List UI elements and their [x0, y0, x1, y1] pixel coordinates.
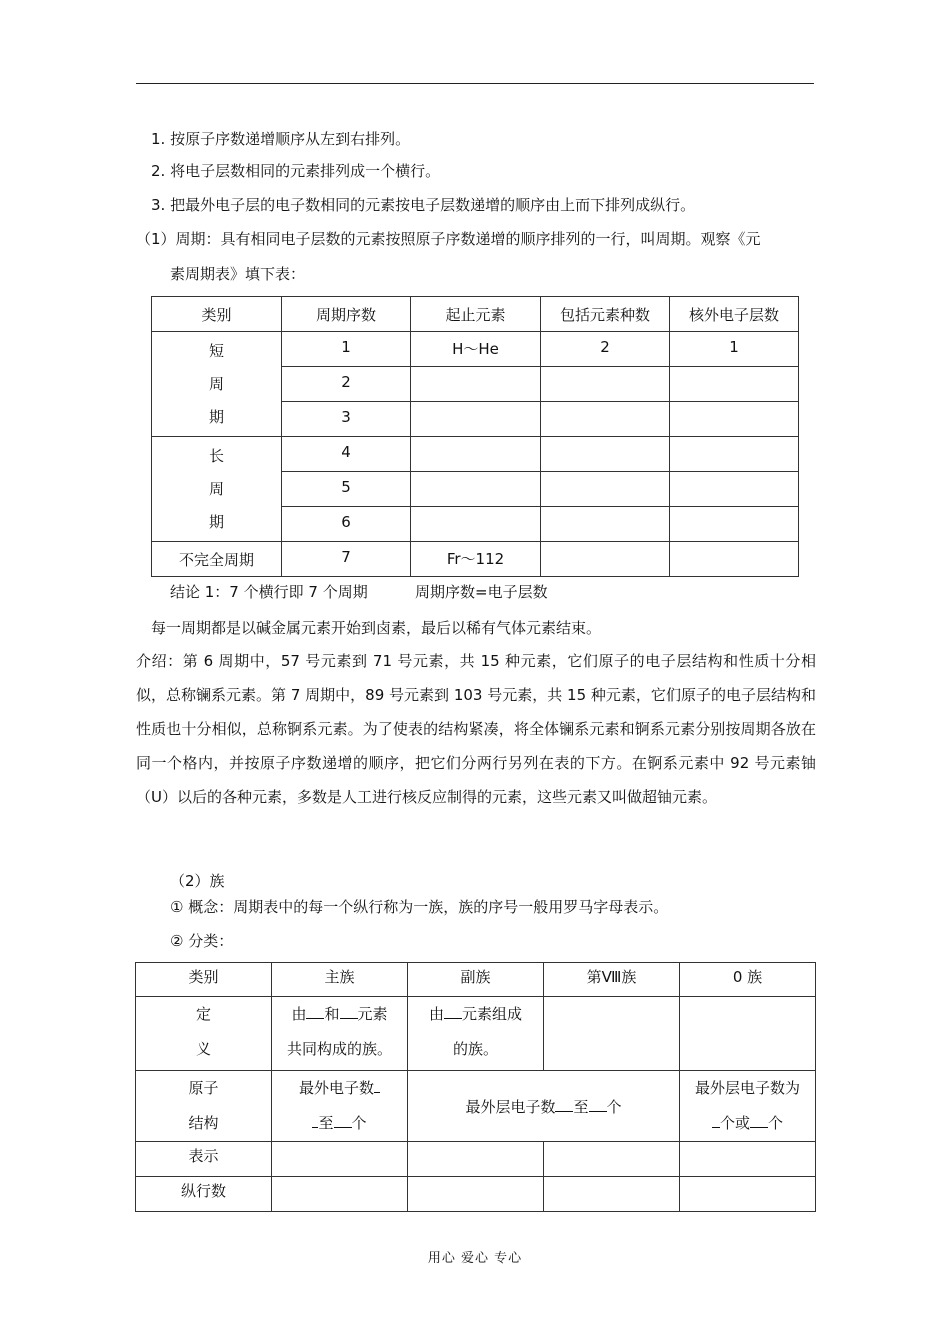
period-count	[541, 507, 670, 542]
main-group-definition: 由 和 元素 共同构成的族。	[272, 997, 408, 1071]
period-table	[151, 296, 799, 577]
header-rule	[136, 83, 814, 84]
group-viii-cols	[544, 1177, 680, 1212]
group-concept: ① 概念：周期表中的每一个纵行称为一族，族的序号一般用罗马字母表示。	[170, 898, 669, 916]
table-row	[136, 1142, 816, 1177]
group-zero-cols	[680, 1177, 816, 1212]
blank[interactable]	[444, 1004, 462, 1019]
table-header-row	[136, 963, 816, 997]
period-layers	[670, 472, 799, 507]
main-group-structure: 最外电子数 至 个	[272, 1071, 408, 1142]
header-category: 类别	[152, 297, 282, 332]
header-start-end-element: 起止元素	[411, 297, 541, 332]
group-table	[135, 962, 816, 1212]
list-item-3: 3. 把最外电子层的电子数相同的元素按电子层数递增的顺序由上而下排列成纵行。	[151, 196, 696, 214]
page-footer: 用心 爱心 专心	[427, 1251, 523, 1266]
period-count	[541, 402, 670, 437]
period-layers: 1	[670, 332, 799, 367]
list-item-2: 2. 将电子层数相同的元素排列成一个横行。	[151, 162, 441, 180]
group-classify: ② 分类：	[170, 932, 234, 950]
period-intro-line2: 素周期表》填下表：	[170, 265, 306, 283]
group-viii-definition	[544, 997, 680, 1071]
period-range	[411, 472, 541, 507]
group-title: （2）族	[170, 872, 225, 890]
header-element-count: 包括元素种数	[541, 297, 670, 332]
header-group-zero: 0 族	[680, 963, 816, 997]
period-layers	[670, 507, 799, 542]
period-count: 2	[541, 332, 670, 367]
period-number: 7	[282, 542, 411, 577]
table-row	[136, 997, 816, 1071]
header-sub-group: 副族	[408, 963, 544, 997]
period-range	[411, 507, 541, 542]
header-period-number: 周期序数	[282, 297, 411, 332]
period-number: 6	[282, 507, 411, 542]
sub-viii-structure: 最外层电子数 至 个	[408, 1071, 680, 1142]
blank[interactable]	[340, 1004, 358, 1019]
sub-group-cols	[408, 1177, 544, 1212]
group-zero-show	[680, 1142, 816, 1177]
period-range	[411, 402, 541, 437]
period-layers	[670, 402, 799, 437]
sub-group-show	[408, 1142, 544, 1177]
main-group-show	[272, 1142, 408, 1177]
column-count-label: 纵行数	[136, 1177, 272, 1212]
incomplete-period-label: 不完全周期	[152, 542, 282, 577]
header-category: 类别	[136, 963, 272, 997]
period-count	[541, 472, 670, 507]
group-zero-definition	[680, 997, 816, 1071]
group-viii-show	[544, 1142, 680, 1177]
blank[interactable]	[334, 1113, 352, 1128]
header-group-viii: 第Ⅷ族	[544, 963, 680, 997]
table-row	[152, 332, 799, 367]
period-range	[411, 437, 541, 472]
blank[interactable]	[589, 1097, 607, 1112]
table-row	[136, 1177, 816, 1212]
blank[interactable]	[306, 1004, 324, 1019]
period-count	[541, 437, 670, 472]
period-layers	[670, 542, 799, 577]
period-range: Fr～112	[411, 542, 541, 577]
table-row	[136, 1071, 816, 1142]
conclusion-b: 周期序数=电子层数	[415, 583, 548, 601]
sub-group-definition: 由 元素组成 的族。	[408, 997, 544, 1071]
period-count	[541, 542, 670, 577]
main-group-cols	[272, 1177, 408, 1212]
intro-paragraph: 介绍：第 6 周期中，57 号元素到 71 号元素，共 15 种元素，它们原子的电子层结构和性质十分相似，总称镧系元素。第 7 周期中，89 号元素到 103 号元素，共 15 种元素，它们原子的电子层结构和性质也十分相似，总称锕系元素。为了使表的结构紧凑，将全体镧系元素和锕系元素分别按周期各放在同一个格内，并按原子序数递增的顺序，把它们分两行另列在表的下方。在锕系元素中 92 号元素铀（U）以后的各种元素，多数是人工进行核反应制得的元素，这些元素又叫做超铀元素。	[136, 652, 816, 806]
period-intro-line1: （1）周期：具有相同电子层数的元素按照原子序数递增的顺序排列的一行，叫周期。观察《元	[136, 230, 761, 248]
period-layers	[670, 437, 799, 472]
period-number: 4	[282, 437, 411, 472]
blank[interactable]	[555, 1097, 573, 1112]
define-label: 定 义	[136, 997, 272, 1071]
group-zero-structure: 最外层电子数为 个或 个	[680, 1071, 816, 1142]
conclusion-a: 结论 1：7 个横行即 7 个周期	[170, 583, 368, 601]
blank[interactable]	[374, 1078, 380, 1093]
show-label: 表示	[136, 1142, 272, 1177]
blank[interactable]	[750, 1113, 768, 1128]
period-number: 5	[282, 472, 411, 507]
list-item-1: 1. 按原子序数递增顺序从左到右排列。	[151, 130, 411, 148]
table-row	[152, 437, 799, 472]
short-period-label: 短 周 期	[152, 332, 282, 437]
header-main-group: 主族	[272, 963, 408, 997]
period-count	[541, 367, 670, 402]
table-row	[152, 542, 799, 577]
structure-label: 原子 结构	[136, 1071, 272, 1142]
header-electron-layers: 核外电子层数	[670, 297, 799, 332]
period-number: 2	[282, 367, 411, 402]
period-range	[411, 367, 541, 402]
long-period-label: 长 周 期	[152, 437, 282, 542]
period-number: 1	[282, 332, 411, 367]
blank[interactable]	[712, 1113, 720, 1128]
period-range: H～He	[411, 332, 541, 367]
table-header-row	[152, 297, 799, 332]
period-number: 3	[282, 402, 411, 437]
every-period-text: 每一周期都是以碱金属元素开始到卤素，最后以稀有气体元素结束。	[151, 619, 602, 637]
period-layers	[670, 367, 799, 402]
